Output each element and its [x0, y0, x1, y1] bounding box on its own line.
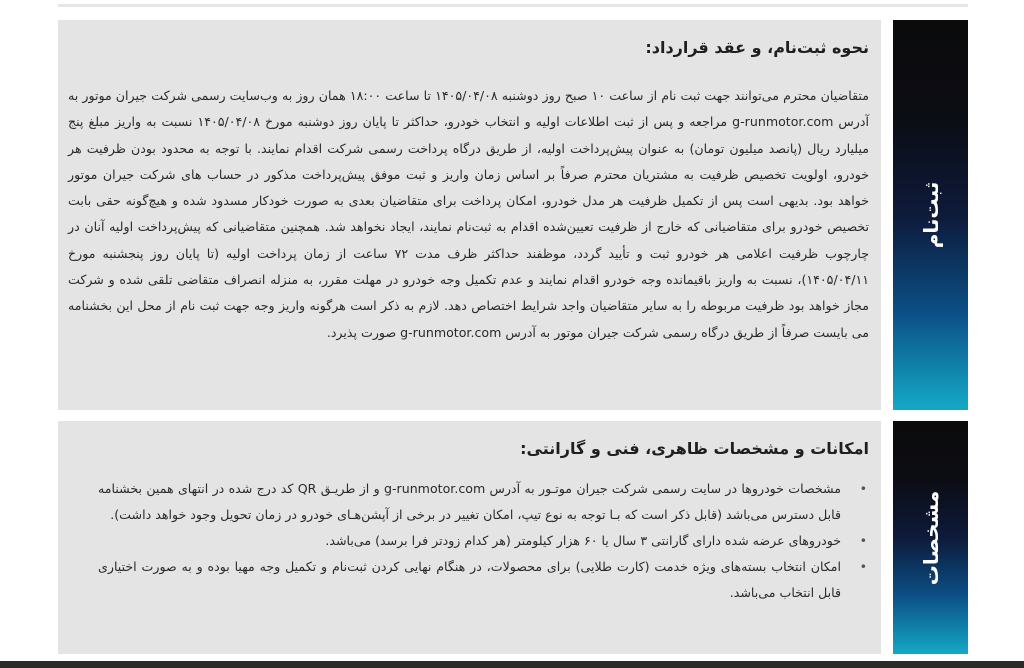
- registration-tab-label: ثبت‌نام: [918, 181, 943, 249]
- registration-heading: نحوه ثبت‌نام، و عقد قرارداد:: [645, 38, 869, 57]
- top-divider: [58, 4, 968, 7]
- bottom-edge-bar: [0, 661, 1024, 668]
- specifications-content: [58, 421, 881, 654]
- registration-side-tab: [893, 20, 968, 410]
- list-item: • خودروهای عرضه شده دارای گارانتی ۳ سال یا ۶۰ هزار کیلومتر (هر کدام زودتر فرا برسد) می‌باشد.: [98, 528, 841, 554]
- specifications-list: [68, 476, 869, 606]
- list-item: • امکان انتخاب بسته‌های ویژه خدمت (کارت طلایی) برای محصولات، در هنگام نهایی کردن ثبت‌نام و تکمیل وجه مهیا بوده و به صورت اختیاری قابل انتخاب می‌باشد.: [98, 554, 841, 606]
- registration-paragraph: متقاضیان محترم می‌توانند جهت ثبت نام از ساعت ۱۰ صبح روز دوشنبه ۱۴۰۵/۰۴/۰۸ تا ساعت ۱۸:۰۰ همان روز به وب‌سایت رسمی شرکت جیران موتور به آدرس g-runmotor.com مراجعه و پس از ثبت اطلاعات اولیه و انتخاب خودرو، حداکثر تا پایان روز دوشنبه مورخ ۱۴۰۵/۰۴/۰۸ نسبت به واریز مبلغ پنج میلیارد ریال (پانصد میلیون تومان) به عنوان پیش‌پرداخت اولیه، از طریق درگاه پرداخت رسمی شرکت اقدام نمایند. با توجه به محدود بودن ظرفیت هر خودرو، اولویت تخصیص ظرفیت به مشتریان محترم صرفاً بر اساس زمان واریز و ثبت موفق پیش‌پرداخت مذکور در حساب های شرکت جیران موتور خواهد بود. بدیهی است پس از تکمیل ظرفیت هر مدل خودرو، امکان پرداخت برای متقاضیان بعدی به صورت خودکار مسدود شده و هیچ‌گونه حقی بابت تخصیص خودرو برای متقاضیانی که خارج از ظرفیت تعیین‌شده اقدام به ثبت‌نام نمایند، ایجاد نخواهد شد. همچنین متقاضیانی که پیش‌پرداخت اولیه آنان در چارچوب ظرفیت اعلامی هر خودرو ثبت و تأیید گردد، موظفند حداکثر ظرف مدت ۷۲ ساعت از زمان پرداخت اولیه (تا پایان روز پنجشنبه مورخ ۱۴۰۵/۰۴/۱۱)، نسبت به واریز باقیمانده وجه خودرو اقدام نمایند و عدم تکمیل وجه خودرو در مهلت مقرر، به منزله انصراف متقاضی تلقی شده و شرکت مجاز خواهد بود ظرفیت مربوطه را به سایر متقاضیان واجد شرایط اختصاص دهد. لازم به ذکر است هرگونه واریز وجه جهت ثبت نام از محل این بخشنامه می بایست صرفاً از طریق درگاه رسمی شرکت جیران موتور به آدرس g-runmotor.com صورت پذیرد.: [68, 88, 869, 340]
- registration-content: [58, 20, 881, 410]
- list-item: • مشخصات خودروها در سایت رسمی شرکت جیران موتـور به آدرس g-runmotor.com و از طریـق QR کد درج شده در انتهای همین بخشنامه قابل دسترس می‌باشد (قابل ذکر است که بـا توجه به نوع تیپ، امکان تغییر در برخی از آپشن‌هـای خودرو در زمان تحویل وجود خواهد داشت).: [98, 476, 841, 528]
- specifications-side-tab: [893, 421, 968, 654]
- registration-section: [58, 20, 968, 410]
- specifications-section: [58, 421, 968, 654]
- specifications-heading: امکانات و مشخصات ظاهری، فنی و گارانتی:: [520, 439, 869, 458]
- specifications-tab-label: مشخصات: [918, 490, 943, 585]
